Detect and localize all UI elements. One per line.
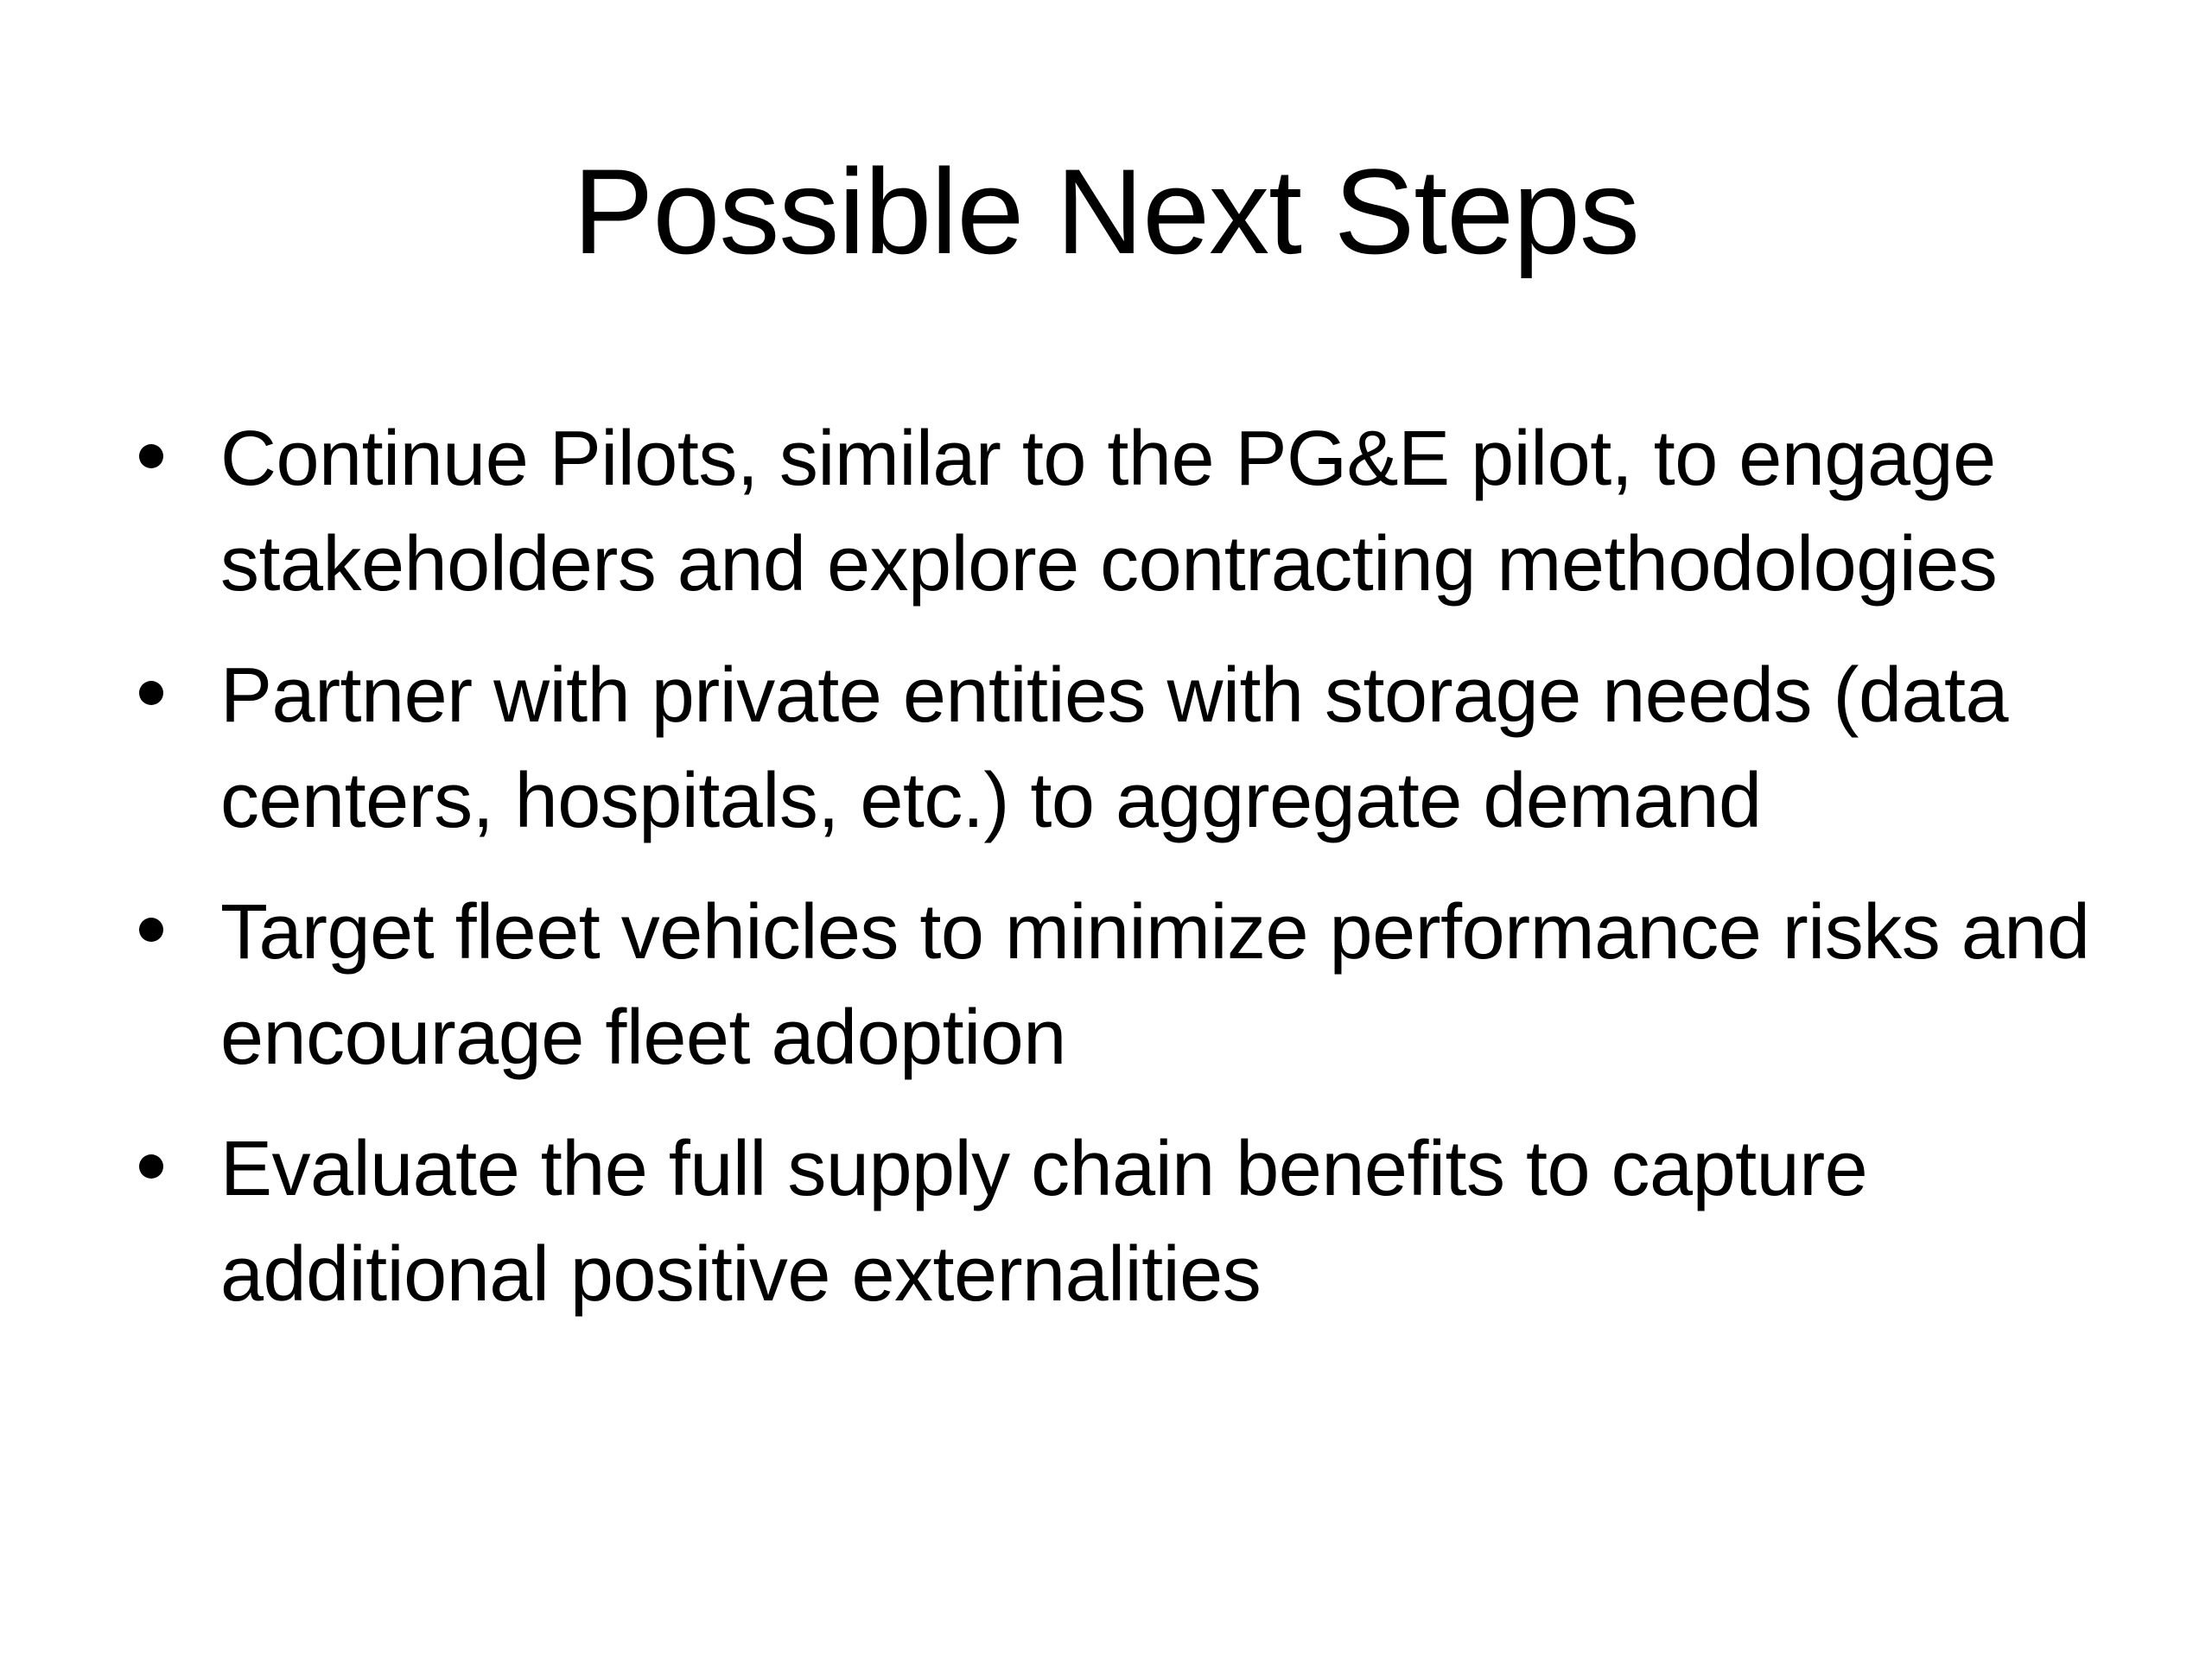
bullet-text: Continue Pilots, similar to the PG&E pilot, to engage stakeholders and explore contracting methodologies bbox=[220, 416, 1998, 607]
bullet-dot-icon bbox=[139, 444, 163, 468]
bullet-dot-icon bbox=[139, 918, 163, 942]
bullet-item bbox=[134, 406, 2121, 617]
bullet-list bbox=[134, 406, 2121, 1353]
bullet-item bbox=[134, 1116, 2121, 1327]
bullet-text: Target fleet vehicles to minimize performance risks and encourage fleet adoption bbox=[220, 889, 2090, 1081]
slide-title: Possible Next Steps bbox=[573, 143, 1639, 279]
bullet-dot-icon bbox=[139, 681, 163, 705]
bullet-item bbox=[134, 880, 2121, 1090]
bullet-text: Partner with private entities with storage needs (data centers, hospitals, etc.) to aggregate demand bbox=[220, 652, 2009, 844]
bullet-dot-icon bbox=[139, 1154, 163, 1179]
bullet-item bbox=[134, 643, 2121, 854]
bullet-text: Evaluate the full supply chain benefits to capture additional positive externalities bbox=[220, 1126, 1868, 1318]
